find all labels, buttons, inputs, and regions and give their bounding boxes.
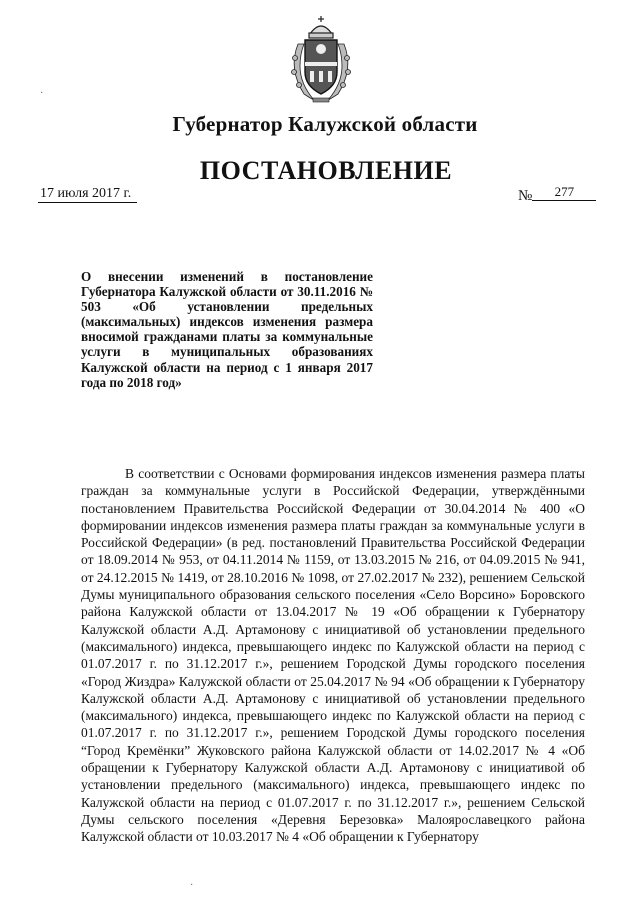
number-value: 277 bbox=[532, 184, 596, 201]
document-type-title: ПОСТАНОВЛЕНИЕ bbox=[199, 156, 453, 185]
body-paragraph: В соответствии с Основами формирования индексов изменения размера платы граждан за коммунальные услуги в Российской Федерации, утверждёнными постановлением Правительства Российской Федерации от 30.04.2014 № 400 «О формировании индексов изменения размера платы граждан за коммунальные услуги в Российской Федерации» (в ред. постановлений Правительства Российской Федерации от 18.09.2014 № 953, от 04.11.2014 № 1159, от 13.03.2015 № 216, от 04.09.2015 № 941, от 24.12.2015 № 1419, от 28.10.2016 № 1098, от 27.02.2017 № 232), решением Сельской Думы муниципального образования сельского поселения «Село Ворсино» Боровского района Калужской области от 13.04.2017 № 19 «Об обращении к Губернатору Калужской области А.Д. Артамонову с инициативой об установлении предельного (максимального) индекса, превышающего индекс по Калужской области на период с 01.07.2017 г. по 31.12.2017 г.», решением Городской Думы городского поселения «Город Жиздра» Калужской области от 25.04.2017 № 94 «Об обращении к Губернатору Калужской области А.Д. Артамонову с инициативой об установлении предельного (максимального) индекса, превышающего индекс по Калужской области на период с 01.07.2017 г. по 31.12.2017 г.», решением Городской Думы городского поселения “Город Кремёнки” Жуковского района Калужской области от 14.02.2017 № 4 «Об обращении к Губернатору Калужской области А.Д. Артамонову с инициативой об установлении предельного (максимального) индекса, превышающего индекс по Калужской области на период с 01.07.2017 г. по 31.12.2017 г.», решением Сельской Думы сельского поселения «Деревня Березовка» Малоярославецкого района Калужской области от 10.03.2017 № 4 «Об обращении к Губернатору bbox=[81, 466, 585, 845]
scan-mark: · bbox=[190, 880, 194, 891]
number-sign: № bbox=[518, 188, 533, 204]
document-date: 17 июля 2017 г. bbox=[38, 186, 137, 203]
document-subject: О внесении изменений в постановление Губернатора Калужской области от 30.11.2016 № 503 «Об установлении предельных (максимальных) индексов изменения размера вносимой гражданами платы за коммунальные услуги в муниципальных образованиях Калужской области на период с 1 января 2017 года по 2018 год» bbox=[81, 269, 373, 390]
issuing-authority: Губернатор Калужской области bbox=[172, 112, 478, 136]
document-number bbox=[518, 184, 596, 205]
scan-mark: · bbox=[40, 88, 44, 99]
coat-of-arms-icon bbox=[284, 14, 358, 104]
